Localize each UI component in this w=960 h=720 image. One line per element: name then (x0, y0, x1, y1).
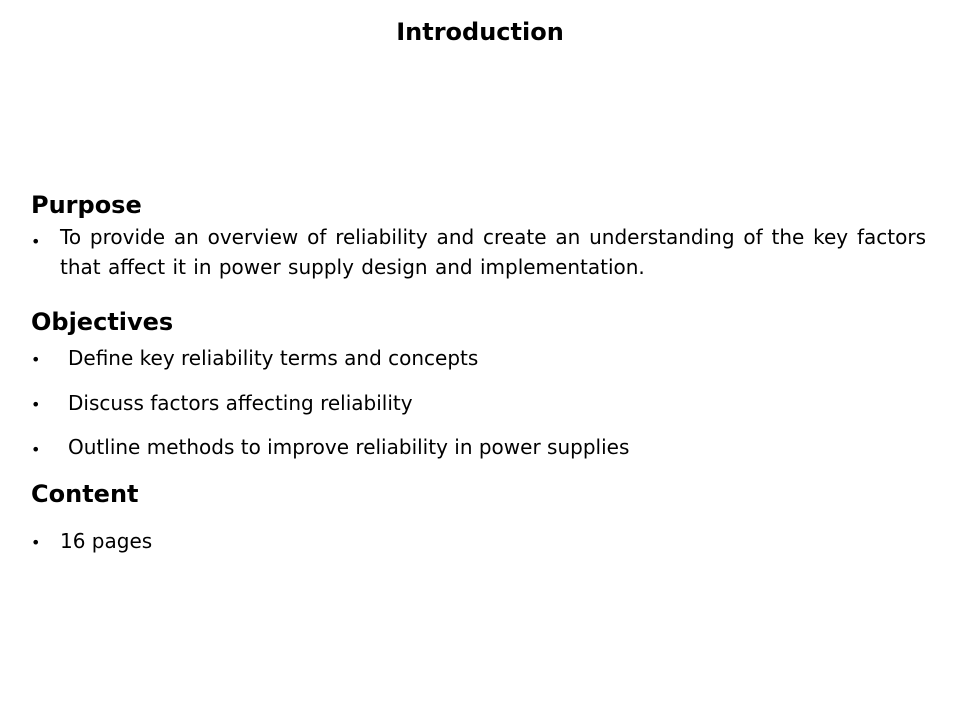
objective-item-1: Define key reliability terms and concepts (68, 346, 479, 370)
bullet-icon: • (31, 440, 41, 459)
slide-title: Introduction (396, 18, 564, 46)
bullet-icon: • (31, 350, 41, 369)
content-heading: Content (31, 480, 139, 508)
purpose-bullet-text: To provide an overview of reliability and create an understanding of the key factors that affect it in power supply design and implementation. (60, 225, 926, 279)
purpose-heading: Purpose (31, 191, 142, 219)
objective-item-2: Discuss factors affecting reliability (68, 391, 413, 415)
objectives-heading: Objectives (31, 308, 174, 336)
objective-item-3: Outline methods to improve reliability in power supplies (68, 435, 630, 459)
bullet-icon: • (31, 232, 41, 251)
content-item-1: 16 pages (60, 529, 153, 553)
bullet-icon: • (31, 395, 41, 414)
bullet-icon: • (31, 533, 41, 552)
